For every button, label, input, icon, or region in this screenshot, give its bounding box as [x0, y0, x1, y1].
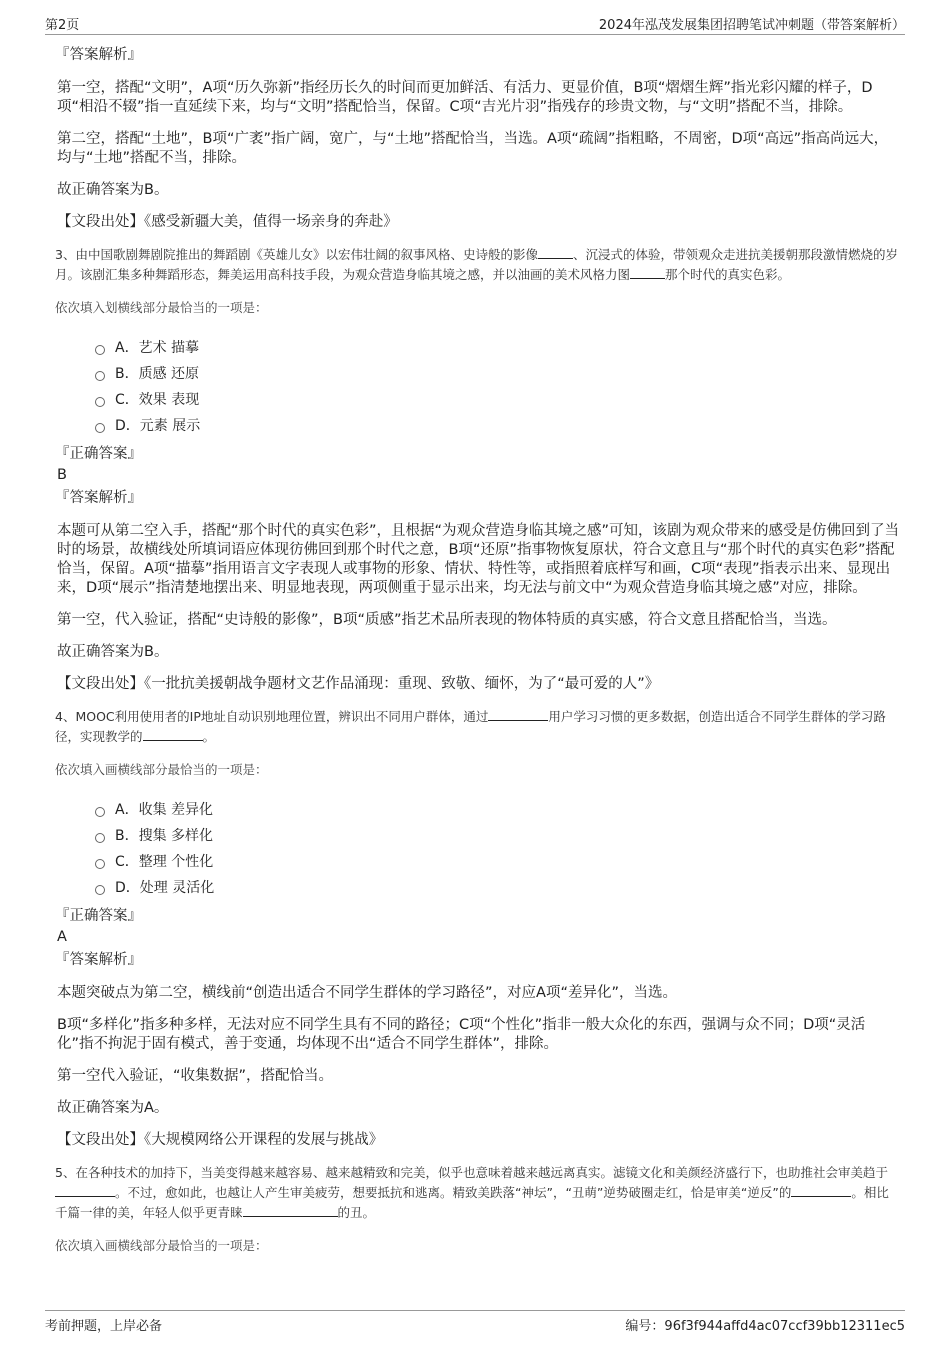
- option-label: A．艺术 描摹: [115, 340, 200, 356]
- option-list: [95, 797, 900, 901]
- analysis-paragraph: 第二空，搭配“土地”，B项“广袤”指广阔，宽广，与“土地”搭配恰当，当选。A项“疏阔”指粗略，不周密，D项“高远”指高尚远大，均与“土地”搭配不当，排除。: [57, 131, 889, 166]
- option-d[interactable]: [95, 875, 900, 901]
- answer-label: 『正确答案』: [55, 908, 142, 924]
- question-text: 3、由中国歌剧舞剧院推出的舞蹈剧《英雄儿女》以宏伟壮阔的叙事风格、史诗般的影像: [55, 247, 538, 262]
- analysis-label: 『答案解析』: [55, 952, 142, 968]
- page-footer: [45, 1310, 905, 1335]
- answer-label: 『正确答案』: [55, 446, 142, 462]
- analysis-paragraph: B项“多样化”指多种多样，无法对应不同学生具有不同的路径；C项“个性化”指非一般大众化的东西，强调与众不同；D项“灵活化”指不拘泥于固有模式，善于变通，均体现不出“适合不同学生群体”，排除。: [57, 1017, 866, 1052]
- option-label: C．效果 表现: [115, 392, 200, 408]
- question-text: 。相比千篇一律的美，年轻人似乎更青睐: [55, 1185, 889, 1220]
- fill-blank: [791, 1184, 851, 1197]
- analysis-paragraph: 第一空，搭配“文明”，A项“历久弥新”指经历长久的时间而更加鲜活、有活力、更显价值，B项“熠熠生辉”指光彩闪耀的样子，D项“相沿不辍”指一直延续下来，均与“文明”搭配恰当，保留。C项“吉光片羽”指残存的珍贵文物，与“文明”搭配不当，排除。: [57, 80, 873, 115]
- question-text: 、沉浸式的体验，带领观众走进抗美援朝那段激情燃烧的岁月。该剧汇集多种舞蹈形态，舞美运用高科技手段，为观众营造身临其境之感，并以油画的美术风格力图: [55, 247, 898, 282]
- analysis-conclusion: 故正确答案为A。: [57, 1100, 169, 1116]
- analysis-paragraph: 第一空，代入验证，搭配“史诗般的影像”，B项“质感”指艺术品所表现的物体特质的真实感，符合文意且搭配恰当，当选。: [57, 612, 837, 628]
- fill-blank: [55, 1184, 115, 1197]
- radio-icon[interactable]: [95, 807, 105, 817]
- question-hint: 依次填入划横线部分最恰当的一项是：: [55, 300, 268, 315]
- radio-icon[interactable]: [95, 423, 105, 433]
- analysis-label: 『答案解析』: [55, 490, 142, 506]
- page-header: [45, 12, 905, 35]
- analysis-conclusion: 故正确答案为B。: [57, 644, 169, 660]
- question-stem: [55, 707, 900, 747]
- document-code: 编号：96f3f944affd4ac07ccf39bb12311ec5: [625, 1319, 905, 1334]
- fill-blank: [630, 266, 665, 279]
- page-content: [55, 44, 900, 1273]
- question-text: 用户学习习惯的更多数据，创造出适合不同学生群体的学习路径，实现教学的: [55, 709, 886, 744]
- radio-icon[interactable]: [95, 885, 105, 895]
- document-title: 2024年泓茂发展集团招聘笔试冲刺题（带答案解析）: [598, 18, 905, 33]
- question-text: 4、MOOC利用使用者的IP地址自动识别地理位置，辨识出不同用户群体，通过: [55, 709, 489, 724]
- fill-blank: [538, 246, 573, 259]
- correct-answer: B: [57, 467, 67, 483]
- radio-icon[interactable]: [95, 397, 105, 407]
- option-c[interactable]: [95, 387, 900, 413]
- source-citation: 【文段出处】《大规模网络公开课程的发展与挑战》: [57, 1132, 384, 1148]
- option-label: C．整理 个性化: [115, 854, 214, 870]
- option-label: B．质感 还原: [115, 366, 200, 382]
- radio-icon[interactable]: [95, 371, 105, 381]
- option-label: B．搜集 多样化: [115, 828, 214, 844]
- source-citation: 【文段出处】《一批抗美援朝战争题材文艺作品涌现：重现、致敬、缅怀，为了“最可爱的人”》: [57, 676, 660, 692]
- question-stem: [55, 1163, 900, 1223]
- analysis-paragraph: 本题突破点为第二空，横线前“创造出适合不同学生群体的学习路径”，对应A项“差异化”，当选。: [57, 985, 677, 1001]
- question-text: 那个时代的真实色彩。: [665, 267, 791, 282]
- option-a[interactable]: [95, 335, 900, 361]
- analysis-paragraph: 第一空代入验证，“收集数据”，搭配恰当。: [57, 1068, 334, 1084]
- option-label: A．收集 差异化: [115, 802, 214, 818]
- radio-icon[interactable]: [95, 345, 105, 355]
- option-d[interactable]: [95, 413, 900, 439]
- option-b[interactable]: [95, 361, 900, 387]
- question-hint: 依次填入画横线部分最恰当的一项是：: [55, 762, 268, 777]
- question-text: 。: [202, 729, 216, 744]
- correct-answer: A: [57, 929, 67, 945]
- option-list: [95, 335, 900, 439]
- fill-blank: [143, 728, 203, 741]
- fill-blank: [488, 708, 548, 721]
- analysis-conclusion: 故正确答案为B。: [57, 182, 169, 198]
- option-a[interactable]: [95, 797, 900, 823]
- analysis-paragraph: 本题可从第二空入手，搭配“那个时代的真实色彩”，且根据“为观众营造身临其境之感”可知，该剧为观众带来的感受是仿佛回到了当时的场景，故横线处所填词语应体现彷佛回到那个时代之意，B项“还原”指事物恢复原状，符合文意且与“那个时代的真实色彩”搭配恰当，保留。A项“描摹”指用语言文字表现人或事物的形象、情状、特性等，或指照着底样写和画，C项“表现”指表示出来、显现出来，D项“展示”指清楚地摆出来、明显地表现，两项侧重于显示出来，均无法与前文中“为观众营造身临其境之感”对应，排除。: [57, 523, 900, 596]
- question-text: 的丑。: [337, 1205, 376, 1220]
- option-c[interactable]: [95, 849, 900, 875]
- option-label: D．元素 展示: [115, 418, 201, 434]
- analysis-label: 『答案解析』: [55, 47, 142, 63]
- footer-slogan: 考前押题，上岸必备: [45, 1319, 163, 1334]
- radio-icon[interactable]: [95, 859, 105, 869]
- question-text: 。不过，愈如此，也越让人产生审美疲劳，想要抵抗和逃离。精致美跌落“神坛”，“丑萌”逆势破圈走红，恰是审美“逆反”的: [115, 1185, 792, 1200]
- page-number: 第2页: [45, 18, 80, 33]
- question-stem: [55, 245, 900, 285]
- option-b[interactable]: [95, 823, 900, 849]
- question-hint: 依次填入画横线部分最恰当的一项是：: [55, 1238, 268, 1253]
- option-label: D．处理 灵活化: [115, 880, 215, 896]
- question-text: 5、在各种技术的加持下，当美变得越来越容易、越来越精致和完美，似乎也意味着越来越远离真实。滤镜文化和美颜经济盛行下，也助推社会审美趋于: [55, 1165, 888, 1180]
- source-citation: 【文段出处】《感受新疆大美，值得一场亲身的奔赴》: [57, 214, 398, 230]
- radio-icon[interactable]: [95, 833, 105, 843]
- fill-blank: [243, 1204, 338, 1217]
